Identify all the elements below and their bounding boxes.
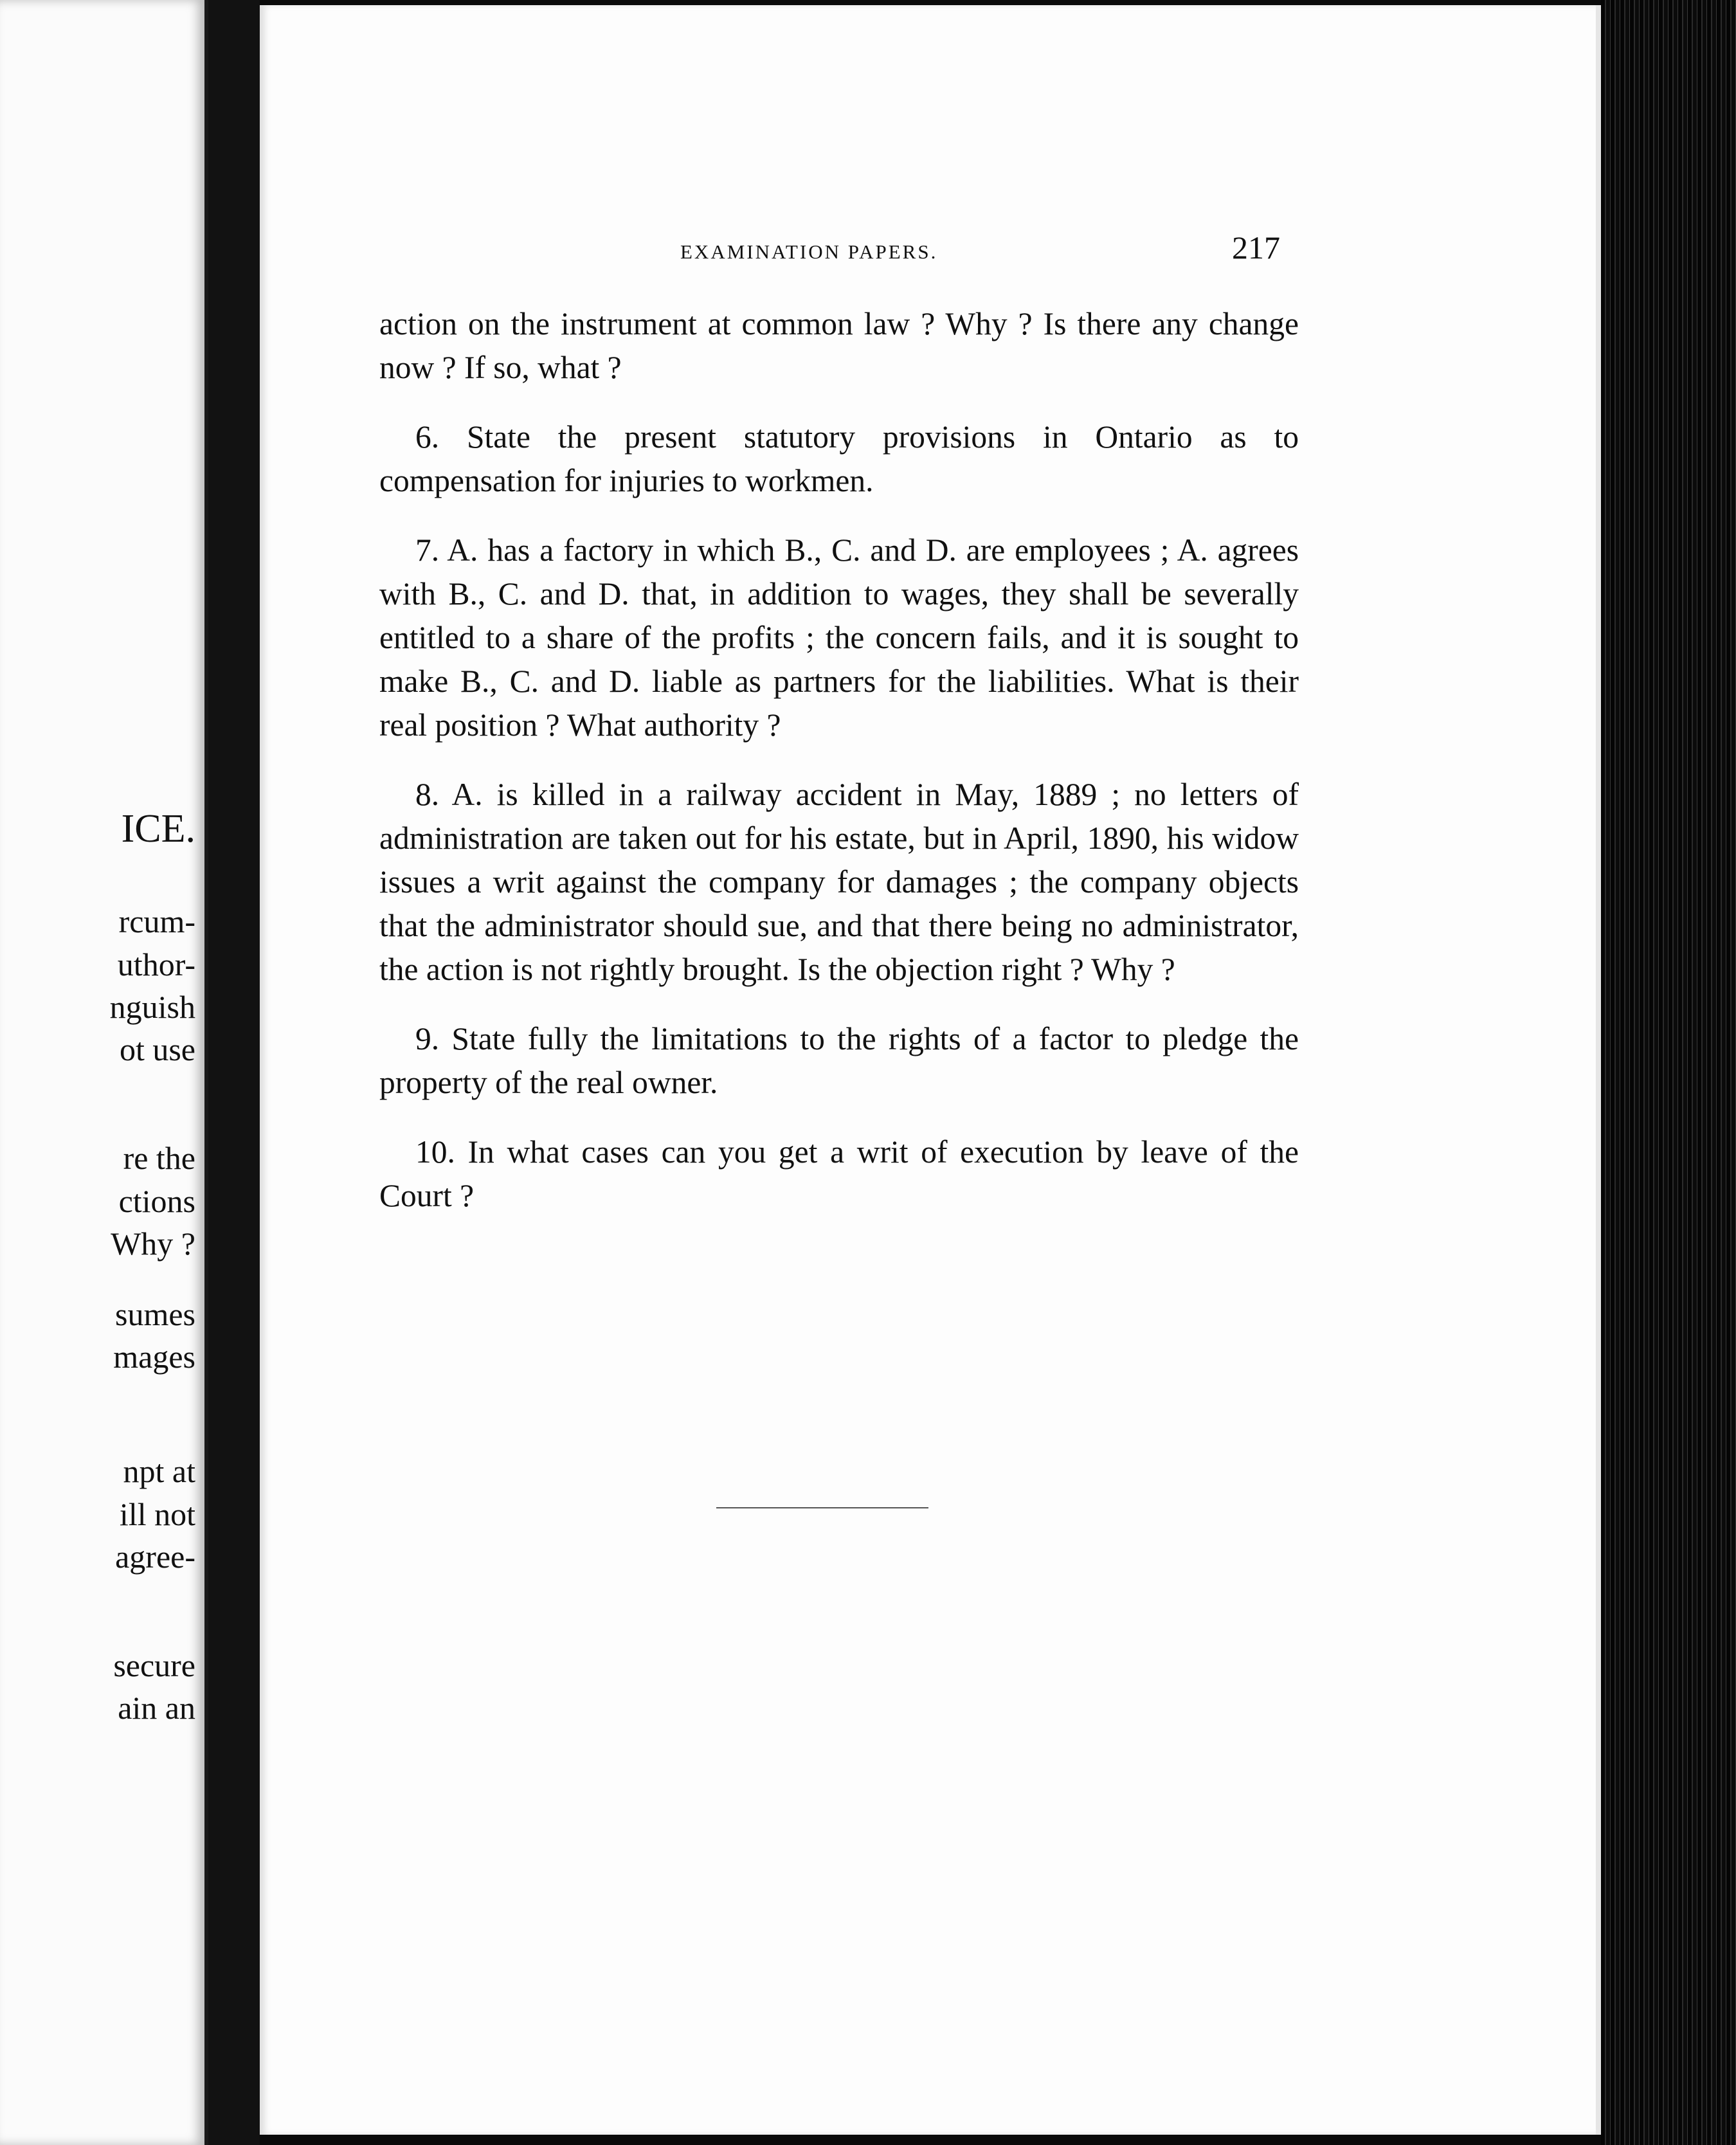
left-page-line: rcum-	[118, 903, 195, 939]
left-page-line: npt at	[123, 1453, 195, 1489]
left-page-line: ot use	[119, 1031, 195, 1067]
question-8: 8. A. is killed in a railway accident in May, 1889 ; no letters of administration are taken out for his estate, but in April, 1890, his widow issues a writ against the company for damages ; the company objects that the administrator should sue, and that there being no administrator, the action is not rightly brought. Is the objection right ? Why ?	[379, 777, 1299, 987]
left-page-line: ill not	[119, 1496, 195, 1532]
left-page-line: secure	[113, 1647, 195, 1683]
paragraph-continuation: action on the instrument at common law ? Why ? Is there any change now ? If so, what ?	[379, 306, 1299, 385]
left-page-line: Why ?	[111, 1226, 195, 1262]
left-page-line: ctions	[118, 1183, 195, 1219]
question-10: 10. In what cases can you get a writ of execution by leave of the Court ?	[379, 1134, 1299, 1213]
left-page-fragment	[0, 0, 208, 2145]
left-page-line: nguish	[109, 989, 195, 1025]
question-7: 7. A. has a factory in which B., C. and D. are employees ; A. agrees with B., C. and D. that, in addition to wages, they shall be severally entitled to a share of the profits ; the concern fails, and it is sought to make B., C. and D. liable as partners for the liabilities. What is their real position ? What authority ?	[379, 532, 1299, 743]
question-6: 6. State the present statutory provisions in Ontario as to compensation for injuries to workmen.	[379, 419, 1299, 498]
book-gutter	[208, 0, 260, 2145]
section-divider	[716, 1507, 928, 1508]
left-page-line: uthor-	[117, 946, 195, 982]
left-page-line: sumes	[115, 1296, 195, 1332]
left-page-line: re the	[123, 1140, 195, 1176]
running-header: EXAMINATION PAPERS.	[680, 240, 938, 263]
book-cover-edge	[1601, 0, 1736, 2145]
left-page-heading: ICE.	[121, 807, 195, 851]
left-page-line: ain an	[118, 1690, 195, 1726]
page-number: 217	[1232, 230, 1280, 266]
left-page-line: agree-	[115, 1539, 195, 1575]
page-body	[379, 302, 1299, 1244]
question-9: 9. State fully the limitations to the rights of a factor to pledge the property of the real owner.	[379, 1021, 1299, 1100]
left-page-line: mages	[113, 1339, 195, 1375]
